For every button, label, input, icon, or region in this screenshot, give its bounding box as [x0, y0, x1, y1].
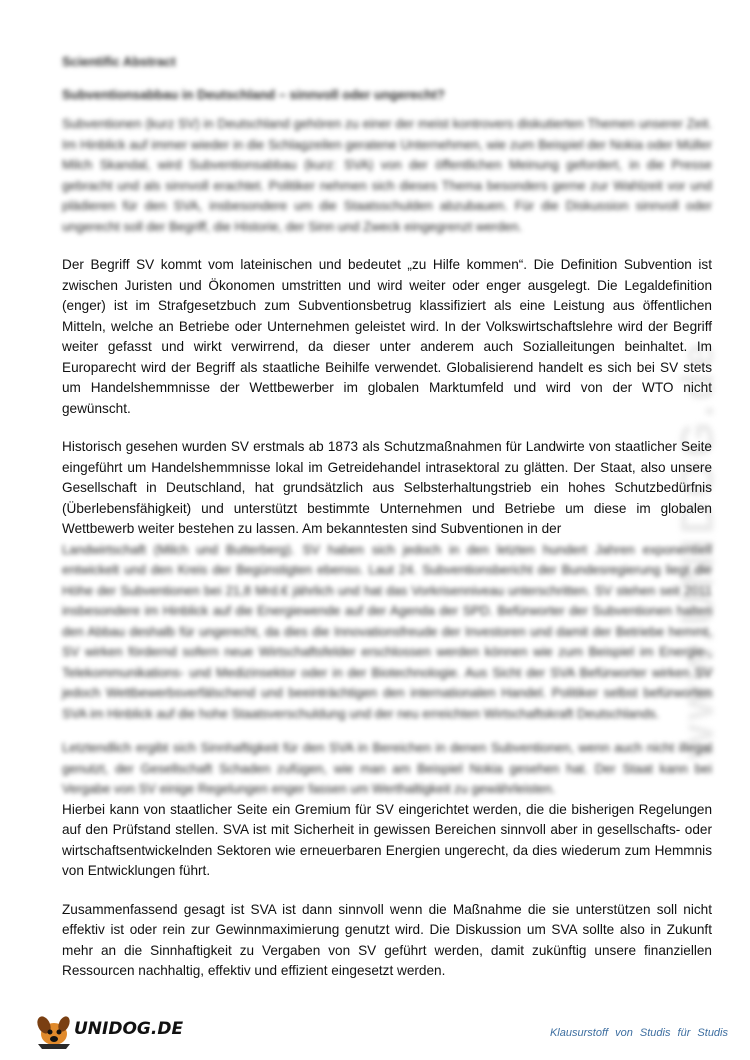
logo-text: UNIDOG.DE [74, 1019, 184, 1039]
blurred-title: Scientific Abstract [62, 54, 176, 69]
document-page [62, 50, 712, 982]
blurred-intro-paragraph: Subventionen (kurz SV) in Deutschland gehören zu einer der meist kontrovers diskutierten Themen unserer Zeit. Im Hinblick auf immer wieder in die Schlagzeilen geratene Unternehmen, wie zum Beispiel der Nokia oder Müller Milch Skandal, wird Subventionsabbau (kurz: SVA) von der öffentlichen Meinung gefordert, in die Presse gebracht und als sinnvoll erachtet. Politiker nehmen sich dieses Thema besonders gerne zur Wahlzeit vor und plädieren für den SVA, insbesondere um die Staatsschulden abzubauen. Für die Diskussion sinnvoll oder ungerecht soll der Begriff, die Historie, der Sinn und Zweck eingegrenzt werden. [62, 116, 712, 234]
paragraph-summary: Zusammenfassend gesagt ist SVA ist dann sinnvoll wenn die Maßnahme die sie unterstützen soll nicht effektiv ist oder rein zur Gewinnmaximierung genutzt wird. Die Diskussion um SVA sollte also in Zukunft mehr an die Sinnhaftigkeit zu Vergaben von SV geführt werden, damit zukünftig unsere finanziellen Ressourcen nachhaltig, effektiv und effizient eingesetzt werden. [62, 901, 712, 978]
watermark: www.UNIDOG.de [671, 339, 723, 760]
blurred-subtitle: Subventionsabbau in Deutschland – sinnvoll oder ungerecht? [62, 87, 445, 102]
blurred-conclusion-start: Letztendlich ergibt sich Sinnhaftigkeit für den SVA in Bereichen in denen Subventionen, wenn auch nicht illegal genutzt, der Gesellschaft Schaden zufügen, wie man am Beispiel Nokia gesehen hat. Der Staat kann bei Vergabe von SV einige Regelungen enger fassen um Werthaltigkeit zu gewährleisten. [62, 740, 712, 796]
dog-mascot-icon [30, 1010, 76, 1050]
paragraph-history: Historisch gesehen wurden SV erstmals ab 1873 als Schutzmaßnahmen für Landwirte von staatlicher Seite eingeführt um Handelshemmnisse lokal im Getreidehandel intrasektoral zu glätten. Der Staat, also unsere Gesellschaft in Deutschland, hat grundsätzlich aus Selbsterhaltungstrieb ein hohes Schutzbedürfnis (Überlebensfähigkeit) und unterstützt bestimmte Unternehmen und Betriebe um diese im globalen Wettbewerb weiter bestehen zu lassen. Am bekanntesten sind Subventionen in der [62, 439, 712, 536]
footer-tagline: Klausurstoff von Studis für Studis [549, 1027, 728, 1039]
blurred-history-continuation: Landwirtschaft (Milch und Butterberg). SV haben sich jedoch in den letzten hundert Jahren exponentiell entwickelt und den Kreis der Begünstigten ebenso. Laut 24. Subventionsbericht der Bundesregierung liegt die Höhe der Subventionen bei 21,8 Mrd.€ jährlich und hat das Vorkrisenniveau unterschritten. SV stehen seit 2011 insbesondere im Hinblick auf die Energiewende auf der Agenda der SPD. Befürworter der Subventionen halten den Abbau deshalb für ungerecht, da dies die Innovationsfreude der Investoren und damit der Betriebe hemmt. SV wirken fördernd sofern neue Wirtschaftsfelder erschlossen werden können wie zum Beispiel im Energie-, Telekommunikations- und Medizinsektor oder in der Biotechnologie. Aus Sicht der SVA Befürworter wirken SV jedoch Wettbewerbsverfälschend und beeinträchtigen den internationalen Handel. Politiker selbst befürworten SVA im Hinblick auf die hohe Staatsverschuldung und der neu erreichten Wirtschaftskraft Deutschlands. [62, 541, 712, 721]
page-footer [0, 1010, 750, 1050]
paragraph-definition: Der Begriff SV kommt vom lateinischen und bedeutet „zu Hilfe kommen“. Die Definition Subvention ist zwischen Juristen und Ökonomen umstritten und wird weiter oder enger ausgelegt. Die Legaldefinition (enger) ist im Strafgesetzbuch zum Subventionsbetrug klassifiziert als eine Leistung aus öffentlichen Mitteln, welche an Betriebe oder Unternehmen geleistet wird. In der Volkswirtschaftslehre wird der Begriff weiter gefasst und wirkt verwirrend, da dieser unter anderem auch Sozialleitungen beinhaltet. Im Europarecht wird der Begriff als staatliche Beihilfe verwendet. Globalisierend handelt es sich bei SV stets um Handelshemmnisse der Wettbewerber im globalen Marktumfeld und wird von der WTO nicht gewünscht. [62, 257, 712, 416]
paragraph-conclusion: Hierbei kann von staatlicher Seite ein Gremium für SV eingerichtet werden, die die bisherigen Regelungen auf den Prüfstand stellen. SVA ist mit Sicherheit in gewissen Bereichen sinnvoll aber in gesellschafts- oder wirtschaftsentwickelnden Sektoren wie erneuerbaren Energien ungerecht, da dies wiederum zum Hemmnis von Entwicklungen führt. [62, 801, 712, 878]
